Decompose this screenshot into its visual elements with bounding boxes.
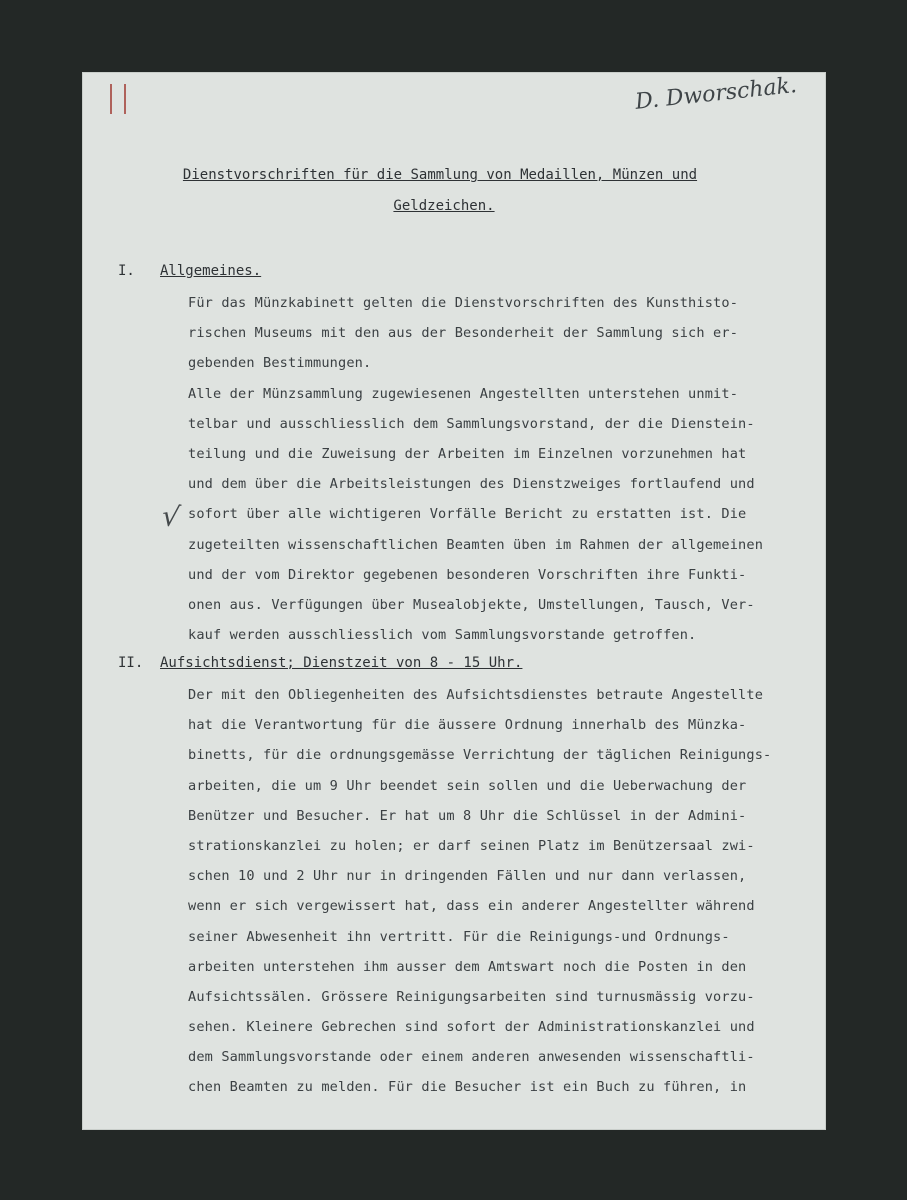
text-line: Für das Münzkabinett gelten die Dienstvorschriften des Kunsthisto- [188,295,739,311]
section-heading: Allgemeines. [160,263,262,279]
text-line: teilung und die Zuweisung der Arbeiten im Einzelnen vorzunehmen hat [188,445,747,462]
text-line: arbeiten unterstehen ihm ausser dem Amtswart noch die Posten in den [188,958,747,975]
text-line: schen 10 und 2 Uhr nur in dringenden Fällen und nur dann verlassen, [188,868,747,885]
text-line: wenn er sich vergewissert hat, dass ein anderer Angestellter während [188,898,755,915]
text-line: onen aus. Verfügungen über Musealobjekte, Umstellungen, Tausch, Ver- [188,596,755,613]
text-line: arbeiten, die um 9 Uhr beendet sein sollen und die Ueberwachung der [188,777,747,794]
text-line: rischen Museums mit den aus der Besonderheit der Sammlung sich er- [188,325,739,342]
section-number: I. [118,263,135,279]
text-line: zugeteilten wissenschaftlichen Beamten üben im Rahmen der allgemeinen [188,536,764,553]
text-line: und der vom Direktor gegebenen besonderen Vorschriften ihre Funkti- [188,566,747,583]
edge-mark [124,84,126,114]
text-line: Benützer und Besucher. Er hat um 8 Uhr die Schlüssel in der Admini- [188,807,747,824]
text-line: und dem über die Arbeitsleistungen des Dienstzweiges fortlaufend und [188,476,755,493]
text-line: gebenden Bestimmungen. [188,355,372,372]
section-number: II. [118,655,144,671]
edge-mark [110,84,112,114]
margin-check-mark: √ [159,498,183,535]
section-body [188,680,808,1103]
text-line: telbar und ausschliesslich dem Sammlungsvorstand, der die Dienstein- [188,415,755,432]
text-line: Der mit den Obliegenheiten des Aufsichtsdienstes betraute Angestellte [188,687,764,703]
title-line-2: Geldzeichen. [393,198,495,214]
text-line: Alle der Münzsammlung zugewiesenen Angestellten unterstehen unmit- [188,385,739,402]
text-line: sehen. Kleinere Gebrechen sind sofort der Administrationskanzlei und [188,1019,755,1036]
text-line: chen Beamten zu melden. Für die Besucher ist ein Buch zu führen, in [188,1079,747,1096]
handwritten-signature: D. Dworschak. [634,73,799,115]
document-title [160,160,720,222]
section-body [188,288,808,650]
text-line: binetts, für die ordnungsgemässe Verrichtung der täglichen Reinigungs- [188,747,772,764]
section-heading: Aufsichtsdienst; Dienstzeit von 8 - 15 Uhr. [160,655,523,671]
text-line: kauf werden ausschliesslich vom Sammlungsvorstande getroffen. [188,627,697,644]
text-line: dem Sammlungsvorstande oder einem anderen anwesenden wissenschaftli- [188,1049,755,1066]
text-line: Aufsichtssälen. Grössere Reinigungsarbeiten sind turnusmässig vorzu- [188,988,755,1005]
document-page [82,72,826,1130]
text-line: strationskanzlei zu holen; er darf seinen Platz im Benützersaal zwi- [188,837,755,854]
text-line: seiner Abwesenheit ihn vertritt. Für die Reinigungs-und Ordnungs- [188,928,730,945]
text-line: sofort über alle wichtigeren Vorfälle Bericht zu erstatten ist. Die [188,506,747,523]
title-line-1: Dienstvorschriften für die Sammlung von Medaillen, Münzen und [182,167,698,183]
text-line: hat die Verantwortung für die äussere Ordnung innerhalb des Münzka- [188,717,747,734]
